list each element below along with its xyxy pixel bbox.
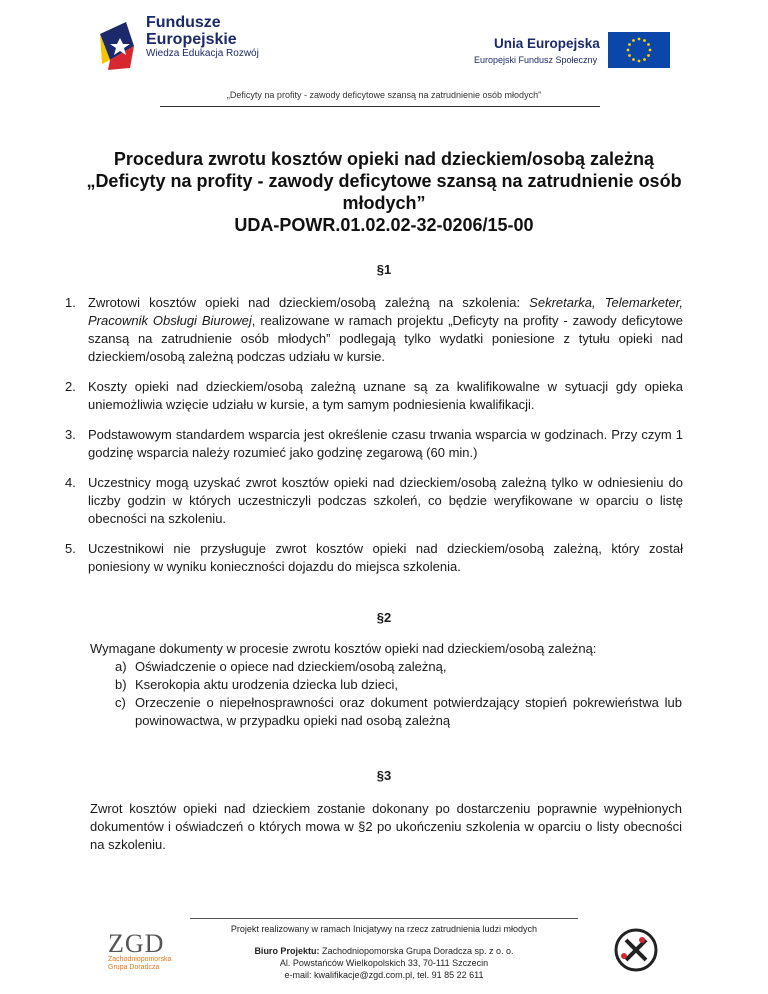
list-item: 3. Podstawowym standardem wsparcia jest określenie czasu trwania wsparcia w godzinach. Przy czym 1 godzinę wsparcia należy rozumieć jako godzinę zegarową (60 min.) xyxy=(65,427,683,460)
eu-subtitle: Europejski Fundusz Społeczny xyxy=(474,55,598,65)
list-item: c) Orzeczenie o niepełnosprawności oraz dokument potwierdzający stopień pokrewieństwa lub powinowactwa, w przypadku opieki nad osobą zależną xyxy=(115,695,682,728)
list-item: a) Oświadczenie o opiece nad dzieckiem/osobą zależną, xyxy=(115,659,447,674)
section-3-heading: §3 xyxy=(376,768,392,783)
header-divider xyxy=(160,106,600,107)
list-item: 1. Zwrotowi kosztów opieki nad dzieckiem/osobą zależną na szkolenia: Sekretarka, Telemarketer, Pracownik Obsługi Biurowej, realizowane w ramach projektu „Deficyty na profity - zawody deficytowe szansą na zatrudnienie osób młodych” podlegają tylko wydatki poniesione z tytułu opieki nad dzieckiem/osobą zależną podczas udziału w kursie. xyxy=(65,295,684,364)
eu-title: Unia Europejska xyxy=(494,36,600,51)
fe-subtitle: Wiedza Edukacja Rozwój xyxy=(146,48,259,59)
title-line: młodych” xyxy=(342,193,426,213)
title-line: Procedura zwrotu kosztów opieki nad dzieckiem/osobą zależną xyxy=(113,149,655,169)
document-title xyxy=(60,148,708,236)
eu-flag-icon xyxy=(608,32,670,68)
title-line: „Deficyty na profity - zawody deficytowe szansą na zatrudnienie osób xyxy=(86,171,682,191)
partner-logo-icon xyxy=(612,926,660,974)
list-item: 4. Uczestnicy mogą uzyskać zwrot kosztów opieki nad dzieckiem/osobą zależną tylko w odniesieniu do liczby godzin w których uczestniczyli podczas szkoleń, co będzie weryfikowane w oparciu o listę obecności na szkoleniu. xyxy=(65,475,683,526)
section-3-text: Zwrot kosztów opieki nad dzieckiem zostanie dokonany po dostarczeniu poprawnie wypełnionych dokumentów i oświadczeń o których mowa w §2 po ukończeniu szkolenia w oparciu o listy obecności na szkoleniu. xyxy=(90,801,682,852)
footer-address: Al. Powstańców Wielkopolskich 33, 70-111 Szczecin xyxy=(279,958,489,968)
section-1-heading: §1 xyxy=(376,262,392,277)
footer-divider xyxy=(190,918,578,919)
section-2-body xyxy=(90,640,682,730)
footer-contact: e-mail: kwalifikacje@zgd.com.pl, tel. 91 85 22 611 xyxy=(284,970,484,980)
list-item: 5. Uczestnikowi nie przysługuje zwrot kosztów opieki nad dzieckiem/osobą zależną, który został poniesiony w wyniku konieczności dojazdu do miejsca szkolenia. xyxy=(65,541,683,574)
list-item: b) Kserokopia aktu urodzenia dziecka lub dzieci, xyxy=(115,677,399,692)
footer-line: Projekt realizowany w ramach Inicjatywy na rzecz zatrudnienia ludzi młodych xyxy=(230,924,538,934)
list-item: 2. Koszty opieki nad dzieckiem/osobą zależną uznane są za kwalifikowalne w sytuacji gdy opieka uniemożliwia wzięcie udziału w kursie, a tym samym podniesienia kwalifikacji. xyxy=(65,379,683,412)
section-2-heading: §2 xyxy=(376,610,392,625)
title-line: UDA-POWR.01.02.02-32-0206/15-00 xyxy=(234,215,534,235)
header-project-line: „Deficyty na profity - zawody deficytowe szansą na zatrudnienie osób młodych” xyxy=(226,90,542,100)
fe-title: Fundusze Europejskie xyxy=(146,14,237,48)
section-2-intro: Wymagane dokumenty w procesie zwrotu kosztów opieki nad dzieckiem/osobą zależną: xyxy=(90,641,597,656)
zgd-logo: ZGD Zachodniopomorska Grupa Doradcza xyxy=(108,929,172,971)
section-1-list xyxy=(65,294,683,576)
footer-office: Biuro Projektu: Zachodniopomorska Grupa Doradcza sp. z o. o. xyxy=(254,946,514,956)
